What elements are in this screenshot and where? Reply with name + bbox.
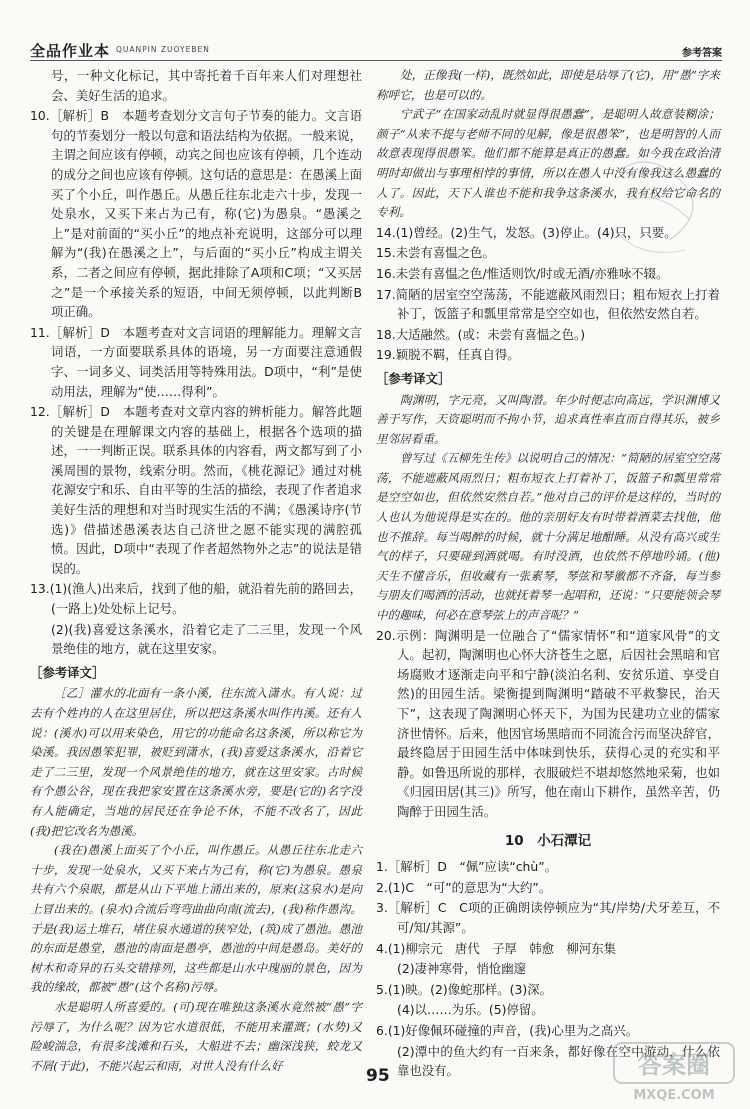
chapter-title: 10 小石潭记 [504,832,592,849]
answer-paragraph: 17.简陋的居室空空荡荡，不能遮蔽风雨烈日；粗布短衣上打着补丁，饭篮子和瓢里常常是空空如也，但依然安然自若。 [376,286,720,322]
answer-paragraph: (我在)愚溪上面买了个小丘，叫作愚丘。从愚丘往东北走六十步，发现一处泉水，又买下来占为己有，称(它)为愚泉。愚泉共有六个泉眼，都是从山下平地上涌出来的，原来(这泉水)是向上冒出来的。(泉水)合流后弯弯曲曲向南(流去)，(我)称作愚沟。于是(我)运土堆石，堵住泉水通道的狭窄处，(筑)成了愚池。愚池的东面是愚堂，愚池的南面是愚亭，愚池的中间是愚岛。美好的树木和奇异的石头交错排列，这些都是山水中瑰丽的景色，因为我的缘故，都被“愚”(这个名称)污辱。 [30,843,362,995]
left-column [30,66,362,1076]
answer-paragraph: 14.(1)曾经。(2)生气，发怒。(3)停止。(4)只，只要。 [376,224,677,240]
answer-paragraph: 6.(1)好像佩环碰撞的声音，(我)心里为之高兴。 [376,1022,639,1038]
answer-paragraph: 12.［解析］D 本题考查对文章内容的辨析能力。解答此题的关键是在理解课文内容的基础上，根据各个选项的描述，一一判断正误。联系具体的内容看，两文都写到了小溪周围的景物，线索分明。然而，《桃花源记》通过对桃花源安宁和乐、自由平等的生活的描绘，表现了作者追求美好生活的理想和对当时现实生活的不满；《愚溪诗序(节选)》借描述愚溪表达自己济世之愿不能实现的满腔孤愤。因此，D项中“表现了作者超然物外之志”的说法是错误的。 [30,404,362,576]
svg-text:MXQE.COM: MXQE.COM [633,1088,715,1103]
page-number: 95 [366,1066,390,1086]
brand-title: 全品作业本 [30,42,111,60]
answer-paragraph: 11.［解析］D 本题考查对文言词语的理解能力。理解文言词语，一方面要联系具体的语境，另一方面要注意通假字、一词多义、词类活用等特殊用法。D项中，“利”是使动用法，理解为“使……得利”。 [30,324,362,399]
section-heading: ［参考译文］ [376,370,451,386]
answer-paragraph: 18.大适融然。(或：未尝有喜愠之色。) [376,326,586,342]
answer-paragraph: 4.(1)柳宗元 唐代 子厚 韩愈 柳河东集 [376,940,617,956]
watermark-logo-icon [612,1041,736,1103]
svg-text:答案圈: 答案圈 [638,1051,710,1079]
answer-paragraph: 20.示例：陶渊明是一位融合了“儒家情怀”和“道家风骨”的文人。起初，陶渊明也心怀大济苍生之愿，后因社会黑暗和官场腐败才逐渐走向平和宁静(淡泊名利、安贫乐道、享受自然)的田园生活。梁衡提到陶渊明“踏破不平救黎民，治天下”，这表现了陶渊明心怀天下，为国为民建功立业的儒家济世情怀。后来，他因官场黑暗而不同流合污而坚决辞官，最终隐居于田园生活中体味到快乐，获得心灵的充实和平静。如鲁迅所说的那样，衣服破烂不堪却悠然地采菊，也如《归园田居(其三)》所写，他在南山下耕作，虽然辛苦，仍陶醉于田园生活。 [376,627,720,819]
brand-pinyin: QUANPIN ZUOYEBEN [116,45,210,54]
answer-paragraph: ［乙］灌水的北面有一条小溪，往东流入潇水。有人说：过去有个姓冉的人在这里居住，所以把这条溪水叫作冉溪。还有人说：(溪水)可以用来染色，用它的功能命名这条溪，所以称它为染溪。我因愚笨犯罪，被贬到潇水，(我)喜爱这条溪水，沿着它走了二三里，发现一个风景绝佳的地方，就在这里安家。古时候有个愚公谷，现在我把家安置在这条溪水旁，要是(它的)名字没有人能确定，当地的居民还在争论不休，不能不改名了，因此(我)把它改名为愚溪。 [30,686,362,838]
answer-paragraph: (2)凄神寒骨，悄怆幽邃 [397,961,527,977]
answer-paragraph: 1.［解析］D “佩”应读“chù”。 [376,859,558,875]
answer-paragraph: (2)(我)喜爱这条溪水，沿着它走了二三里，发现一个风景绝佳的地方，就在这里安家。 [51,621,362,657]
answer-paragraph: 15.未尝有喜愠之色。 [376,245,495,261]
answer-paragraph: 处，正像我(一样)，既然如此，即使是玷辱了(它)，用“愚”字来称呼它，也是可以的。 [376,68,720,102]
stamp-mark-icon [600,140,710,270]
page-header [30,30,722,61]
answer-paragraph: 10.［解析］B 本题考查划分文言句子节奏的能力。文言语句的节奏划分一般以句意和语法结构为依据。一般来说，主谓之间应该有停顿，动宾之间也应该有停顿，几个连动的成分之间也应该有停顿。这句话的意思是：在愚溪上面买了个小丘，叫作愚丘。从愚丘往东北走六十步，发现一处泉水，又买下来占为己有，称(它)为愚泉。“愚溪之上”是对前面的“买小丘”的地点补充说明，这部分可以理解为“(我)在愚溪之上”，与后面的“买小丘”构成主谓关系，二者之间应有停顿，据此排除了A项和C项；“又买居之”是一个承接关系的短语，中间无须停顿，以此判断B项正确。 [30,108,362,320]
answer-paragraph: 号，一种文化标记，其中寄托着千百年来人们对理想社会、美好生活的追求。 [51,68,362,103]
answer-paragraph: 5.(1)映。(2)像蛇那样。(3)深。 [376,981,552,997]
answer-paragraph: (4)以……为乐。(5)停留。 [397,1002,544,1018]
answer-paragraph: 曾写过《五柳先生传》以说明自己的情况：“简陋的居室空空荡荡，不能遮蔽风雨烈日；粗布短衣上打着补丁，饭篮子和瓢里常常是空空如也，但依然安然自若。”他对自己的评价是这样的，当时的人也认为他说得是实在的。他的亲朋好友有时带着酒菜去找他，他也不推辞。每当喝醉的时候，就十分满足地酣睡。从没有高兴或生气的样子，只要碰到酒就喝。有时没酒，也依然不停地吟诵。(他)天生不懂音乐，但收藏有一张素琴，琴弦和琴徽都不齐备，每当参与朋友们喝酒的活动，也就抚着琴一起唱和，还说：“只要能领会琴中的趣味，何必在意琴弦上的声音呢？” [376,451,720,623]
answer-paragraph: 2.(1)C “可”的意思为“大约”。 [376,879,552,895]
answer-paragraph: 13.(1)(渔人)出来后，找到了他的船，就沿着先前的路回去，(一路上)处处标上记号。 [30,581,362,617]
section-label: 参考答案 [682,48,722,59]
answer-paragraph: 16.未尝有喜愠之色/惟适则饮/时或无酒/亦雅咏不辍。 [376,265,669,281]
answer-paragraph: 宁武子“在国家动乱时就显得很愚蠢”，是聪明人故意装糊涂；颜子“从来不提与老师不同的见解，像是很愚笨”，也是明智的人而故意表现得很愚笨。他们都不能算是真正的愚蠢。如今我在政治清明时却做出与事理相悖的事情，所以在愚人中没有像我这么愚蠢的人了。因此，天下人谁也不能和我争这条溪水，我有权给它命名的专利。 [376,107,720,220]
answer-paragraph: (2)潭中的鱼大约有一百来条，都好像在空中游动，什么依靠也没有。 [397,1043,720,1079]
answer-paragraph: 水是聪明人所喜爱的。(可)现在唯独这条溪水竟然被“愚”字污辱了，为什么呢？因为它水道很低，不能用来灌溉；(水势)又险峻湍急，有很多浅滩和石头，大船进不去；幽深浅狭，蛟龙又不屑(于此)，不能兴起云和雨，对世人没有什么好 [30,999,362,1073]
section-heading: ［参考译文］ [30,664,105,680]
answer-paragraph: 陶渊明，字元亮，又叫陶潜。年少时便志向高远，学识渊博又善于写作，天资聪明而不拘小节，追求真性率直而自得其乐，被乡里邻居看重。 [376,392,720,446]
answer-paragraph: 19.颖脱不羁，任真自得。 [376,347,520,363]
answer-paragraph: 3.［解析］C C项的正确朗读停顿应为“其/岸势/犬牙差互，不可/知/其源”。 [376,900,720,935]
